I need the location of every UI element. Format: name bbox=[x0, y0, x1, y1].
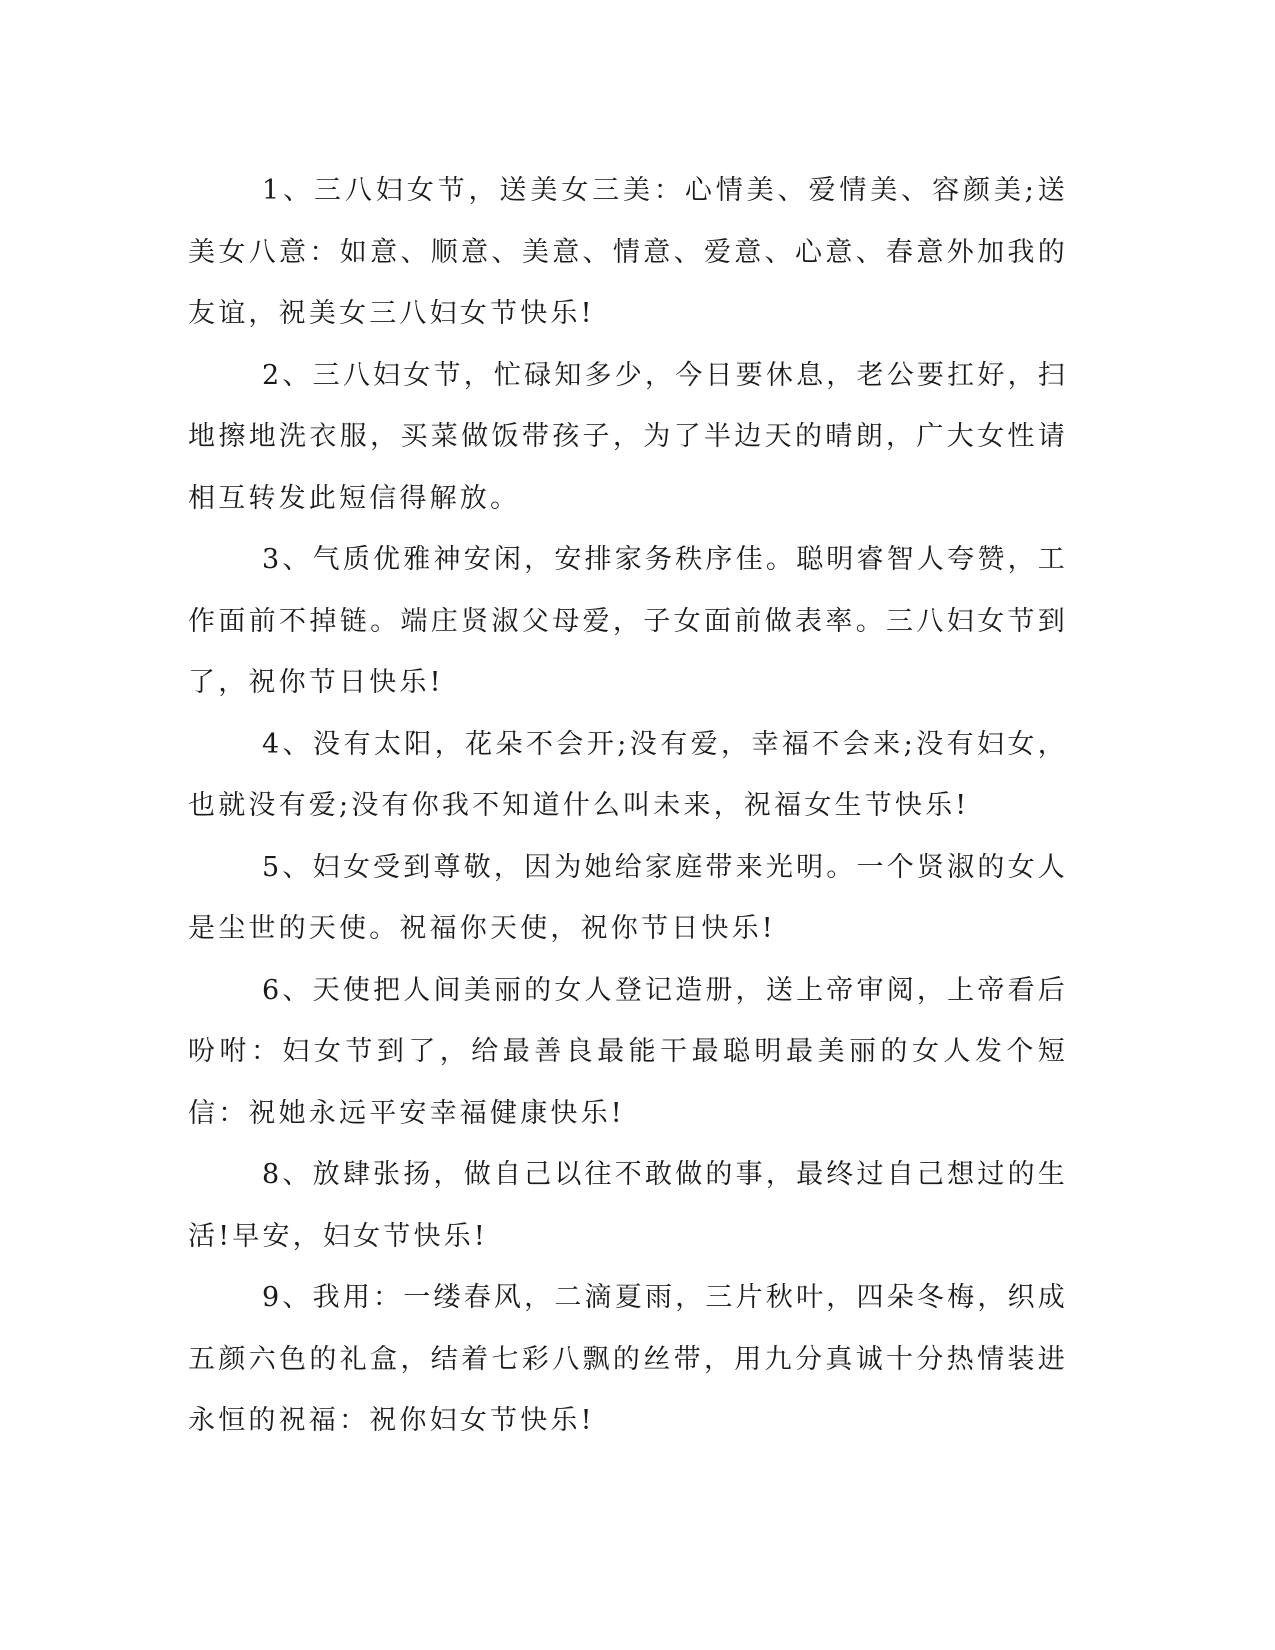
paragraph-8: 8、放肆张扬，做自己以往不敢做的事，最终过自己想过的生活!早安，妇女节快乐! bbox=[188, 1159, 1068, 1252]
paragraph-5: 5、妇女受到尊敬，因为她给家庭带来光明。一个贤淑的女人是尘世的天使。祝福你天使，祝你节日快乐! bbox=[188, 851, 1068, 944]
document-body bbox=[188, 160, 1068, 1452]
paragraph-9: 9、我用：一缕春风，二滴夏雨，三片秋叶，四朵冬梅，织成五颜六色的礼盒，结着七彩八飘的丝带，用九分真诚十分热情装进永恒的祝福：祝你妇女节快乐! bbox=[188, 1282, 1068, 1436]
paragraph-4: 4、没有太阳，花朵不会开;没有爱，幸福不会来;没有妇女，也就没有爱;没有你我不知道什么叫未来，祝福女生节快乐! bbox=[188, 728, 1068, 821]
paragraph-3: 3、气质优雅神安闲，安排家务秩序佳。聪明睿智人夸赞，工作面前不掉链。端庄贤淑父母爱，子女面前做表率。三八妇女节到了，祝你节日快乐! bbox=[188, 544, 1068, 698]
paragraph-2: 2、三八妇女节，忙碌知多少，今日要休息，老公要扛好，扫地擦地洗衣服，买菜做饭带孩子，为了半边天的晴朗，广大女性请相互转发此短信得解放。 bbox=[188, 359, 1068, 514]
paragraph-1: 1、三八妇女节，送美女三美：心情美、爱情美、容颜美;送美女八意：如意、顺意、美意、情意、爱意、心意、春意外加我的友谊，祝美女三八妇女节快乐! bbox=[188, 175, 1068, 329]
paragraph-6: 6、天使把人间美丽的女人登记造册，送上帝审阅，上帝看后吩咐：妇女节到了，给最善良最能干最聪明最美丽的女人发个短信：祝她永远平安幸福健康快乐! bbox=[188, 974, 1068, 1129]
